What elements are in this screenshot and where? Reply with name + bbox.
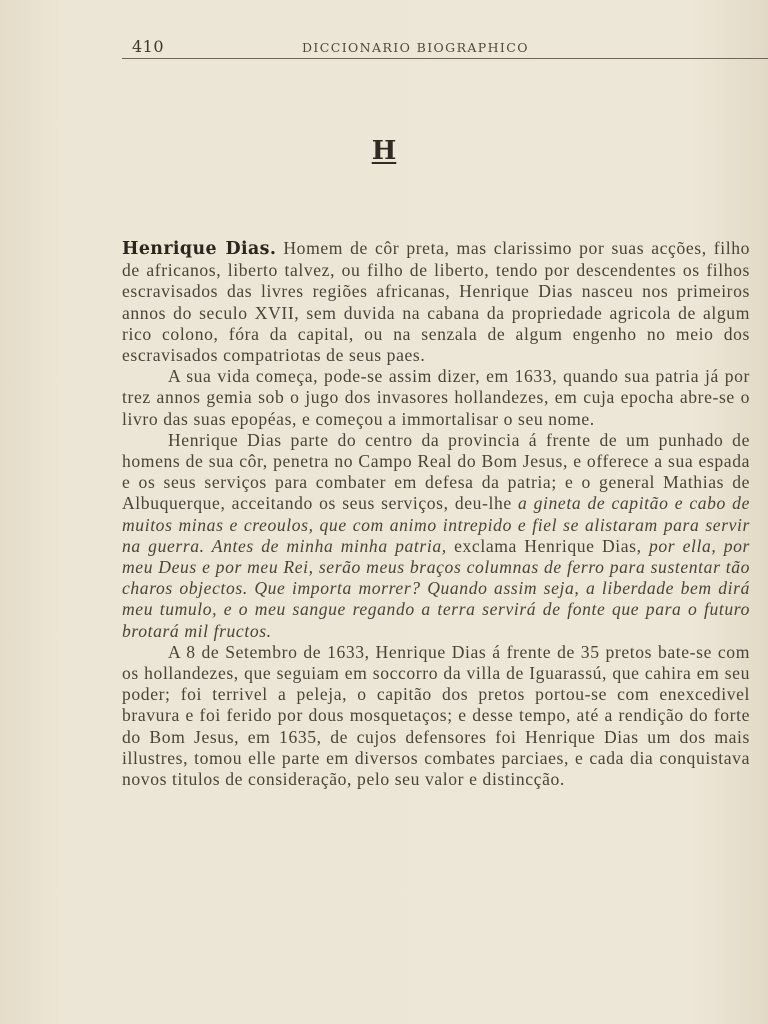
entry-paragraph-2: A sua vida começa, pode-se assim dizer, em 1633, quando sua patria já por trez annos gemia sob o jugo dos invasores hollandezes, em cuja epocha abre-se o livro das suas epopéas, e começou a immortalisar o seu nome.: [122, 366, 750, 429]
section-letter: H: [371, 136, 397, 166]
entry-paragraph-4: A 8 de Setembro de 1633, Henrique Dias á frente de 35 pretos bate-se com os hollandezes, que seguiam em soccorro da villa de Iguarassú, que cahira em seu poder; foi terrivel a peleja, o capitão dos pretos portou-se com enexcedivel bravura e foi ferido por dous mosquetaços; e desse tempo, até a rendição do forte do Bom Jesus, em 1635, de cujos defensores foi Henrique Dias um dos mais illustres, tomou elle parte em diversos combates parciaes, e cada dia conquistava novos titulos de consideração, pelo seu valor e distincção.: [122, 641, 750, 790]
page-number: 410: [132, 37, 165, 56]
entry-headword: Henrique Dias.: [122, 239, 277, 259]
page-header: [122, 34, 768, 59]
entry-body: [122, 238, 750, 790]
entry-paragraph-3: [122, 430, 750, 642]
quote-italic-2: por ella, por meu Deus e por meu Rei, serão meus braços columnas de ferro para sustentar tão charos objectos. Que importa morrer? Quando assim seja, a liberdade bem dirá meu tumulo, e o meu sangue regando a terra servirá de fonte que para o futuro brotará mil fructos.: [122, 535, 750, 641]
entry-paragraph-1: [122, 238, 750, 366]
entry-paragraph-1-text: Homem de côr preta, mas clarissimo por suas acções, filho de africanos, liberto talvez, ou filho de liberto, tendo por descendentes os filhos escravisados das livres regiões africanas, Henrique Dias nasceu nos primeiros annos do seculo XVII, sem duvida na cabana da propriedade agricola de algum rico colono, fóra da capital, ou na senzala de algum engenho no meio dos escravisados compatriotas de seus paes.: [122, 238, 751, 366]
entry-paragraph-3-text-a: Henrique Dias parte do centro da provincia á frente de um punhado de homens de sua côr, penetra no Campo Real do Bom Jesus, e offerece a sua espada e os seus serviços para combater em defesa da patria; e o general Mathias de Albuquerque, acceitando os seus serviços, deu-lhe: [122, 429, 750, 514]
running-title: DICCIONARIO BIOGRAPHICO: [302, 40, 529, 55]
entry-paragraph-3-text-c: exclama Henrique Dias,: [446, 535, 649, 556]
quote-italic-1: a gineta de capitão e cabo de muitos minas e creoulos, que com animo intrepido e fiel se alistaram para servir na guerra. Antes de minha minha patria,: [122, 493, 750, 556]
